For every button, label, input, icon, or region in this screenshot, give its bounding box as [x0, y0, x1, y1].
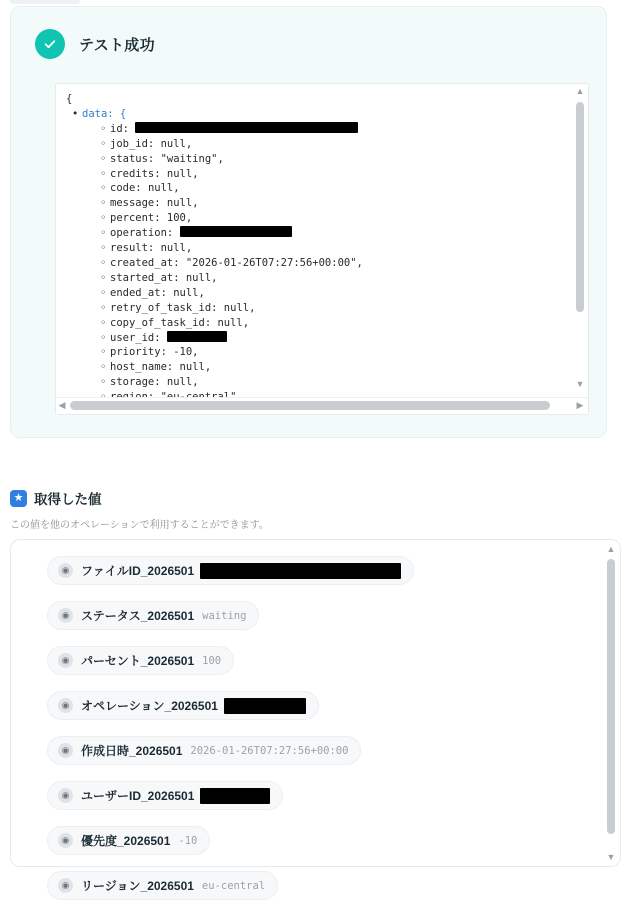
json-entry [66, 375, 576, 390]
bullet-icon: ◦ [100, 301, 107, 314]
bullet-icon: ◦ [100, 167, 107, 180]
json-entry [66, 271, 576, 286]
success-title: テスト成功 [79, 36, 155, 54]
json-key: status: [110, 152, 161, 165]
json-value: null, [179, 361, 212, 374]
bullet-icon: ◦ [100, 316, 107, 329]
scroll-up-arrow-icon[interactable]: ▲ [606, 544, 616, 554]
captured-values-header [10, 488, 102, 508]
variable-icon: ◉ [58, 608, 73, 623]
json-horizontal-scrollbar[interactable] [56, 397, 588, 414]
json-entry-list [66, 122, 576, 405]
json-entry [66, 211, 576, 226]
variable-icon: ◉ [58, 788, 73, 803]
json-key: credits: [110, 167, 167, 180]
bullet-icon: ◦ [100, 376, 107, 389]
json-entry [66, 196, 576, 211]
json-key: percent: [110, 212, 167, 225]
bullet-icon: ◦ [100, 256, 107, 269]
scroll-down-arrow-icon[interactable]: ▼ [606, 852, 616, 862]
captured-value-item[interactable] [47, 646, 234, 675]
json-key: retry_of_task_id: [110, 301, 224, 314]
json-entry [66, 241, 576, 256]
captured-value-label: ファイルID_2026501 [81, 564, 195, 578]
bullet-icon: ◦ [100, 242, 107, 255]
captured-values-subtitle: この値を他のオペレーションで利用することができます。 [10, 520, 269, 531]
captured-values-list [11, 540, 607, 893]
captured-value-item[interactable] [47, 871, 278, 900]
json-key: result: [110, 242, 161, 255]
variable-icon: ◉ [58, 743, 73, 758]
json-value: null, [173, 286, 205, 299]
captured-value-label: ステータス_2026501 [81, 609, 195, 623]
bullet-icon: ◦ [100, 271, 107, 284]
redacted-value [135, 122, 358, 133]
json-root-key: • data: { [72, 107, 127, 120]
success-header [11, 7, 606, 59]
captured-value-item[interactable] [47, 826, 210, 855]
bullet-icon: ◦ [100, 286, 107, 299]
json-entry [66, 331, 576, 346]
json-value: -10, [173, 346, 199, 359]
bullet-icon: ◦ [100, 346, 107, 359]
variable-icon: ◉ [58, 698, 73, 713]
bullet-icon: ◦ [100, 197, 107, 210]
json-value: null, [166, 376, 199, 389]
json-key: started_at: [110, 271, 186, 284]
json-value: null, [166, 197, 199, 210]
json-key: user_id: [110, 331, 167, 344]
bullet-icon: ◦ [100, 182, 107, 195]
scroll-up-arrow-icon[interactable]: ▲ [575, 86, 585, 96]
scroll-left-arrow-icon[interactable]: ◀ [58, 400, 66, 410]
captured-value-text: 100 [202, 654, 222, 667]
bullet-icon: • [72, 107, 79, 120]
bullet-icon: ◦ [100, 212, 107, 225]
bullet-icon: ◦ [100, 331, 107, 344]
json-key: created_at: [110, 256, 186, 269]
json-key: code: [110, 182, 148, 195]
bullet-icon: ◦ [100, 152, 107, 165]
redacted-value [180, 226, 292, 237]
json-key: operation: [110, 227, 180, 240]
json-key: id: [110, 122, 136, 135]
star-badge-icon: ★ [10, 490, 27, 507]
json-content [56, 84, 576, 389]
json-value: 100, [166, 212, 193, 225]
json-value: null, [217, 316, 250, 329]
captured-value-label: ユーザーID_2026501 [81, 789, 195, 803]
captured-value-label: パーセント_2026501 [81, 654, 195, 668]
json-hscroll-thumb[interactable] [70, 401, 550, 410]
json-entry [66, 137, 576, 152]
json-entry [66, 345, 576, 360]
captured-value-text: -10 [178, 834, 198, 847]
json-value: null, [160, 137, 193, 150]
json-key: copy_of_task_id: [110, 316, 218, 329]
captured-value-label: 優先度_2026501 [81, 834, 171, 848]
top-edge-artifact [10, 0, 80, 4]
check-circle-icon [35, 29, 65, 59]
json-vscroll-thumb[interactable] [576, 102, 584, 312]
captured-value-item[interactable] [47, 601, 259, 630]
captured-value-text: waiting [202, 609, 247, 622]
redacted-value [200, 788, 270, 804]
variable-icon: ◉ [58, 878, 73, 893]
json-value: null, [185, 271, 218, 284]
captured-value-text: 2026-01-26T07:27:56+00:00 [190, 744, 349, 757]
json-entry [66, 316, 576, 331]
json-value: null, [147, 182, 180, 195]
bullet-icon: ◦ [100, 361, 107, 374]
captured-value-label: リージョン_2026501 [81, 879, 194, 893]
variable-icon: ◉ [58, 653, 73, 668]
variable-icon: ◉ [58, 563, 73, 578]
captured-value-item[interactable] [47, 781, 283, 810]
json-result-viewer[interactable] [55, 83, 589, 415]
json-key: job_id: [110, 137, 161, 150]
json-entry [66, 226, 576, 241]
json-entry [66, 152, 576, 167]
captured-value-item[interactable] [47, 556, 414, 585]
scroll-down-arrow-icon[interactable]: ▼ [575, 379, 585, 389]
captured-value-text: eu-central [201, 879, 266, 892]
json-value: "2026-01-26T07:27:56+00:00", [185, 256, 363, 269]
json-entry [66, 122, 576, 137]
captured-value-label: オペレーション_2026501 [81, 699, 218, 713]
json-value: null, [166, 167, 199, 180]
json-key: ended_at: [110, 286, 174, 299]
json-key: priority: [110, 346, 174, 359]
captured-value-item[interactable] [47, 691, 319, 720]
test-success-panel [10, 6, 607, 438]
json-value: "waiting", [160, 152, 224, 165]
redacted-value [167, 331, 227, 342]
bullet-icon: ◦ [100, 122, 107, 135]
json-entry [66, 286, 576, 301]
variable-icon: ◉ [58, 833, 73, 848]
scroll-right-arrow-icon[interactable]: ▶ [576, 400, 584, 410]
captured-value-item[interactable] [47, 736, 361, 765]
values-vscroll-thumb[interactable] [607, 559, 615, 834]
captured-values-title: 取得した値 [34, 492, 102, 507]
json-entry [66, 360, 576, 375]
json-key: host_name: [110, 361, 180, 374]
redacted-value [200, 563, 401, 579]
json-key: storage: [110, 376, 167, 389]
json-vertical-scrollbar[interactable] [574, 86, 586, 389]
json-key: message: [110, 197, 167, 210]
bullet-icon: ◦ [100, 137, 107, 150]
json-value: null, [160, 242, 193, 255]
captured-values-panel [10, 539, 621, 893]
json-entry [66, 167, 576, 182]
redacted-value [224, 698, 306, 714]
json-value: null, [223, 301, 256, 314]
json-entry [66, 256, 576, 271]
json-entry [66, 181, 576, 196]
json-entry [66, 301, 576, 316]
captured-value-label: 作成日時_2026501 [81, 744, 183, 758]
json-open-brace: { [66, 93, 73, 105]
bullet-icon: ◦ [100, 227, 107, 240]
values-vertical-scrollbar[interactable] [605, 544, 617, 862]
